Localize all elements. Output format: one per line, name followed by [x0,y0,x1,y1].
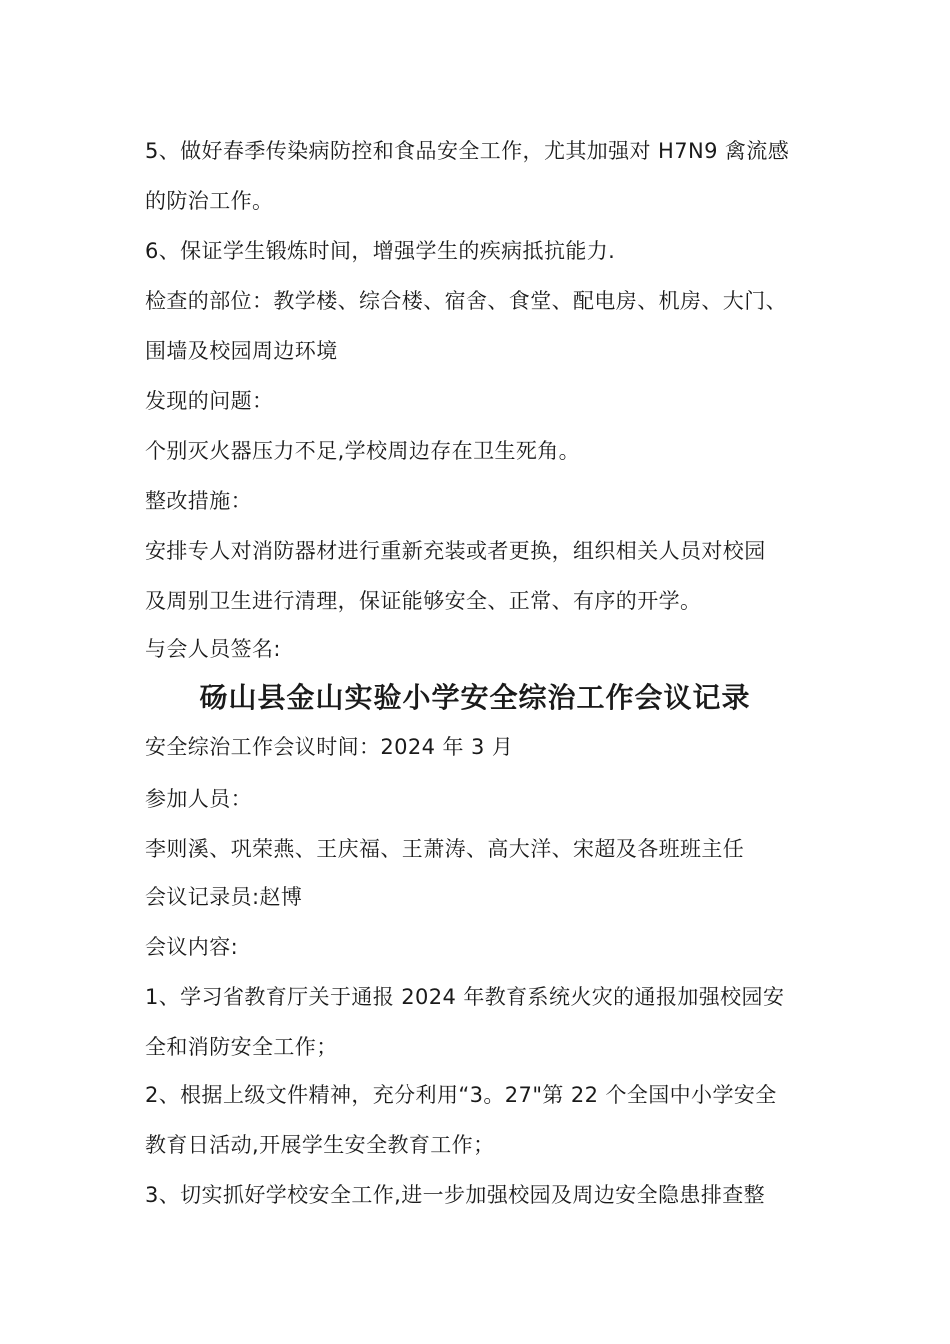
content-item-2-line-2: 教育日活动,开展学生安全教育工作； [145,1133,495,1157]
item-5-line-2: 的防治工作。 [145,189,274,213]
content-item-2-line-1: 2、根据上级文件精神，充分利用“3。27"第 22 个全国中小学安全 [145,1083,777,1107]
item-6: 6、保证学生锻炼时间，增强学生的疾病抵抗能力. [145,239,616,263]
meeting-time: 安全综治工作会议时间：2024 年 3 月 [145,735,514,759]
recorder: 会议记录员:赵博 [145,885,303,909]
signature-label: 与会人员签名: [145,637,281,661]
content-item-3-line-1: 3、切实抓好学校安全工作,进一步加强校园及周边安全隐患排查整 [145,1183,766,1207]
document-title: 砀山县金山实验小学安全综治工作会议记录 [199,681,751,714]
inspection-line-1: 检查的部位：教学楼、综合楼、宿舍、食堂、配电房、机房、大门、 [145,289,787,313]
item-5-line-1: 5、做好春季传染病防控和食品安全工作，尤其加强对 H7N9 禽流感 [145,139,790,163]
content-item-1-line-2: 全和消防安全工作； [145,1035,338,1059]
inspection-line-2: 围墙及校园周边环境 [145,339,338,363]
problems-text: 个别灭火器压力不足,学校周边存在卫生死角。 [145,439,581,463]
measures-line-2: 及周别卫生进行清理，保证能够安全、正常、有序的开学。 [145,589,702,613]
measures-label: 整改措施： [145,489,252,513]
content-label: 会议内容: [145,935,239,959]
measures-line-1: 安排专人对消防器材进行重新充装或者更换，组织相关人员对校园 [145,539,766,563]
problems-label: 发现的问题： [145,389,274,413]
content-item-1-line-1: 1、学习省教育厅关于通报 2024 年教育系统火灾的通报加强校园安 [145,985,785,1009]
attendees-label: 参加人员： [145,787,252,811]
attendees-list: 李则溪、巩荣燕、王庆福、王萧涛、高大洋、宋超及各班班主任 [145,837,745,861]
